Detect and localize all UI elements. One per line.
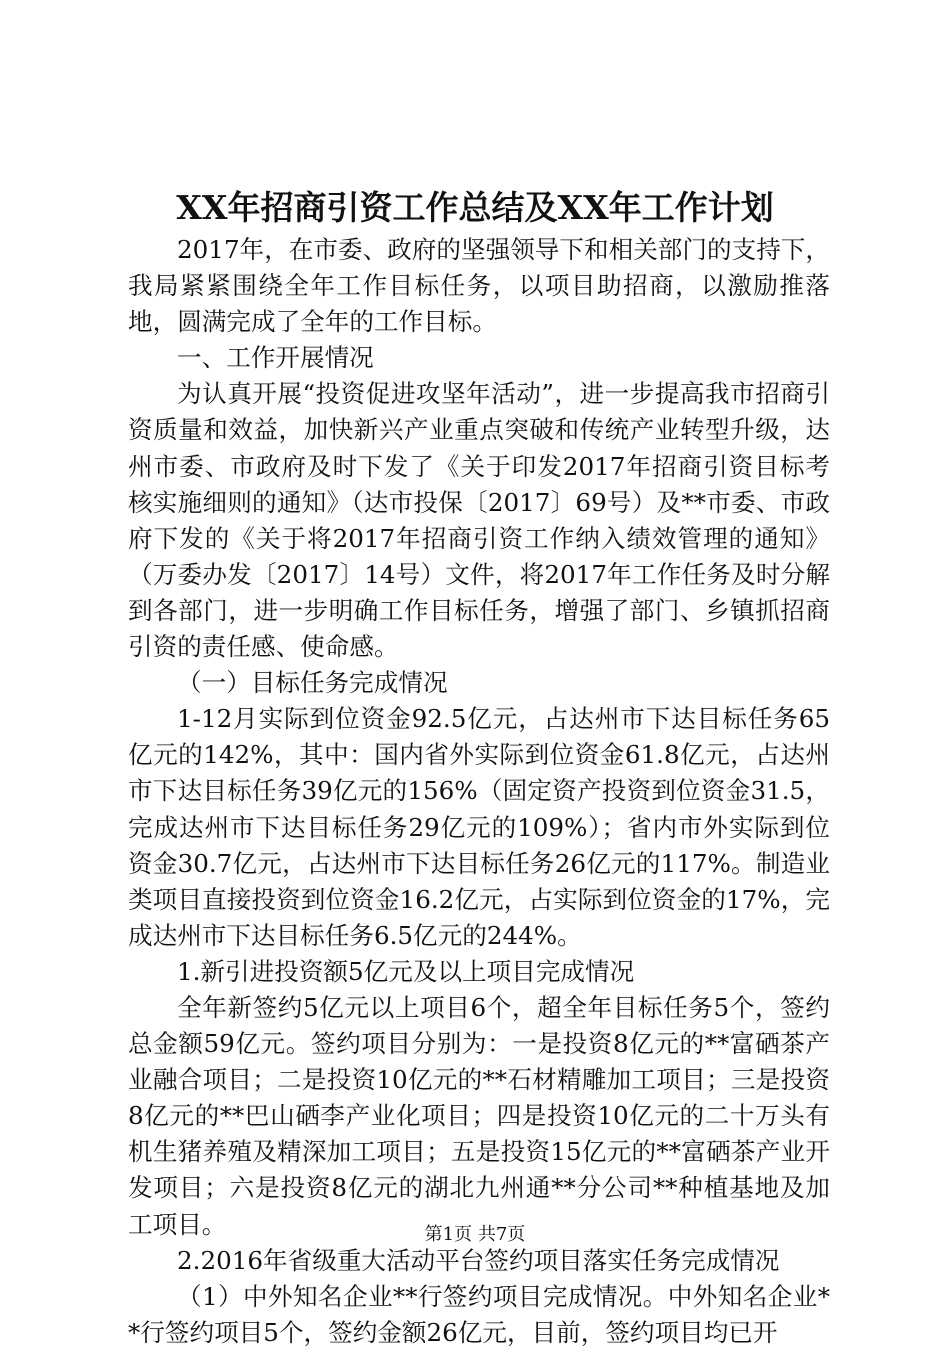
paragraph-famous-enterprises: （1）中外知名企业**行签约项目完成情况。中外知名企业**行签约项目5个，签约金额26亿元，目前，签约项目均已开 <box>128 1281 830 1347</box>
item-heading-provincial-events: 2.2016年省级重大活动平台签约项目落实任务完成情况 <box>177 1245 780 1275</box>
page-number-footer: 第1页 共7页 <box>424 1224 526 1245</box>
document-body <box>128 232 830 1351</box>
section-heading-work-progress: 一、工作开展情况 <box>177 343 374 373</box>
item-heading-new-projects: 1.新引进投资额5亿元及以上项目完成情况 <box>177 956 635 986</box>
paragraph-signed-projects: 全年新签约5亿元以上项目6个，超全年目标任务5个，签约总金额59亿元。签约项目分别为：一是投资8亿元的**富硒茶产业融合项目；二是投资10亿元的**石材精雕加工项目；三是投资8亿元的**巴山硒李产业化项目；四是投资10亿元的二十万头有机生猪养殖及精深加工项目；五是投资15亿元的**富硒茶产业开发项目；六是投资8亿元的湖北九州通**分公司**种植基地及加工项目。 <box>128 992 830 1239</box>
document-title: XX年招商引资工作总结及XX年工作计划 <box>176 188 774 227</box>
paragraph-funding-figures: 1-12月实际到位资金92.5亿元，占达州市下达目标任务65亿元的142%，其中：国内省外实际到位资金61.8亿元，占达州市下达目标任务39亿元的156%（固定资产投资到位资金31.5，完成达州市下达目标任务29亿元的109%）；省内市外实际到位资金30.7亿元，占达州市下达目标任务26亿元的117%。制造业类项目直接投资到位资金16.2亿元，占实际到位资金的17%，完成达州市下达目标任务6.5亿元的244%。 <box>128 704 830 950</box>
paragraph-intro: 2017年，在市委、政府的坚强领导下和相关部门的支持下，我局紧紧围绕全年工作目标任务，以项目助招商，以激励推落地，圆满完成了全年的工作目标。 <box>128 235 830 337</box>
paragraph-background: 为认真开展“投资促进攻坚年活动”，进一步提高我市招商引资质量和效益，加快新兴产业重点突破和传统产业转型升级，达州市委、市政府及时下发了《关于印发2017年招商引资目标考核实施细则的通知》（达市投保〔2017〕69号）及**市委、市政府下发的《关于将2017年招商引资工作纳入绩效管理的通知》（万委办发〔2017〕14号）文件，将2017年工作任务及时分解到各部门，进一步明确工作目标任务，增强了部门、乡镇抓招商引资的责任感、使命感。 <box>128 379 830 662</box>
subsection-heading-targets: （一）目标任务完成情况 <box>177 668 448 698</box>
